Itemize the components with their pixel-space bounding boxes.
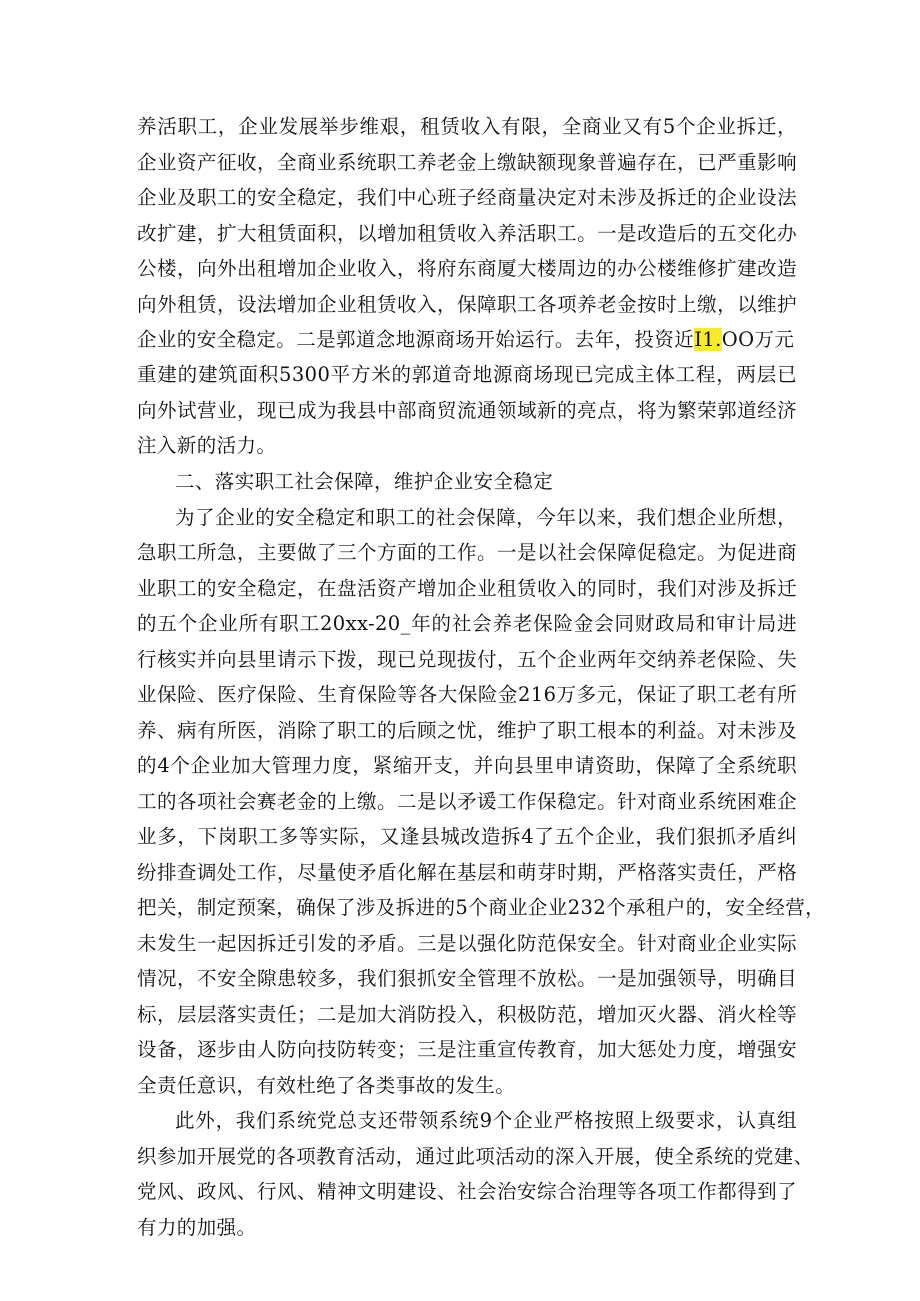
text-line: 企业及职工的安全稳定，我们中心班子经商量决定对未涉及拆迁的企业设法 [137, 186, 797, 209]
text-line: 为了企业的安全稳定和职工的社会保障，今年以来，我们想企业所想， [175, 506, 797, 529]
text-line: 标，层层落实责任；二是加大消防投入，积极防范，增加灭火器、消火栓等 [137, 1003, 797, 1026]
text-line: 注入新的活力。 [137, 434, 277, 457]
text-line: 向外租赁，设法增加企业租赁收入，保障职工各项养老金按时上缴，以维护 [137, 293, 797, 316]
text-line: 此外，我们系统党总支还带领系统9个企业严格按照上级要求，认真组 [175, 1109, 797, 1132]
text-line: 企业资产征收，全商业系统职工养老金上缴缺额现象普遍存在，已严重影响 [137, 151, 797, 174]
text-line: 有力的加强。 [137, 1216, 257, 1239]
text-segment: 企业的安全稳定。二是郭道念地源商场开始运行。去年，投资近 [137, 328, 695, 351]
text-line: 向外试营业，现已成为我县中部商贸流通领域新的亮点，将为繁荣郭道经济 [137, 399, 797, 422]
text-line: 织参加开展党的各项教育活动，通过此项活动的深入开展，使全系统的党建、 [137, 1145, 814, 1168]
text-line: 的五个企业所有职工20xx-20_年的社会养老保险金会同财政局和审计局进 [137, 612, 797, 635]
text-line: 把关，制定预案，确保了涉及拆进的5个商业企业232个承租户的，安全经营， [137, 896, 826, 919]
text-line: 重建的建筑面积5300平方米的郭道奇地源商场现已完成主体工程，两层已 [137, 363, 797, 386]
text-line: 未发生一起因拆迁引发的矛盾。三是以强化防范保安全。针对商业企业实际 [137, 932, 797, 955]
highlighted-text: I1. [694, 328, 722, 351]
text-line: 改扩建，扩大租赁面积，以增加租赁收入养活职工。一是改造后的五交化办 [137, 222, 797, 245]
text-line [137, 330, 794, 350]
text-line: 行核实并向县里请示下拨，现已兑现拔付，五个企业两年交纳养老保险、失 [137, 648, 797, 671]
text-line: 设备，逐步由人防向技防转变；三是注重宣传教育，加大惩处力度，增强安 [137, 1038, 797, 1061]
text-line: 急职工所急，主要做了三个方面的工作。一是以社会保障促稳定。为促进商 [137, 541, 797, 564]
text-line: 纷排查调处工作，尽量使矛盾化解在基层和萌芽时期，严格落实责任，严格 [137, 861, 797, 884]
section-heading: 二、落实职工社会保障，维护企业安全稳定 [175, 470, 554, 493]
text-line: 党风、政风、行风、精神文明建设、社会治安综合治理等各项工作都得到了 [137, 1180, 797, 1203]
text-segment: OO万元 [721, 328, 795, 351]
text-line: 公楼，向外出租增加企业收入，将府东商厦大楼周边的办公楼维修扩建改造 [137, 257, 797, 280]
text-line: 的4个企业加大管理力度，紧缩开支，并向县里申请资助，保障了全系统职 [137, 754, 797, 777]
text-line: 养、病有所医，消除了职工的后顾之忧，维护了职工根本的利益。对未涉及 [137, 719, 797, 742]
text-line: 工的各项社会赛老金的上缴。二是以矛谖工作保稳定。针对商业系统困难企 [137, 790, 797, 813]
text-line: 业多，下岗职工多等实际，又逢县城改造拆4了五个企业，我们狠抓矛盾纠 [137, 825, 797, 848]
text-line: 业保险、医疗保险、生育保险等各大保险金216万多元，保证了职工老有所 [137, 683, 797, 706]
text-line: 全责任意识，有效杜绝了各类事故的发生。 [137, 1074, 516, 1097]
text-line: 业职工的安全稳定，在盘活资产增加企业租赁收入的同时，我们对涉及拆迁 [137, 577, 797, 600]
text-line: 情况，不安全隙患较多，我们狠抓安全管理不放松。一是加强领导，明确目 [137, 967, 797, 990]
text-line: 养活职工，企业发展举步维艰，租赁收入有限，全商业又有5个企业拆迁， [137, 115, 797, 138]
